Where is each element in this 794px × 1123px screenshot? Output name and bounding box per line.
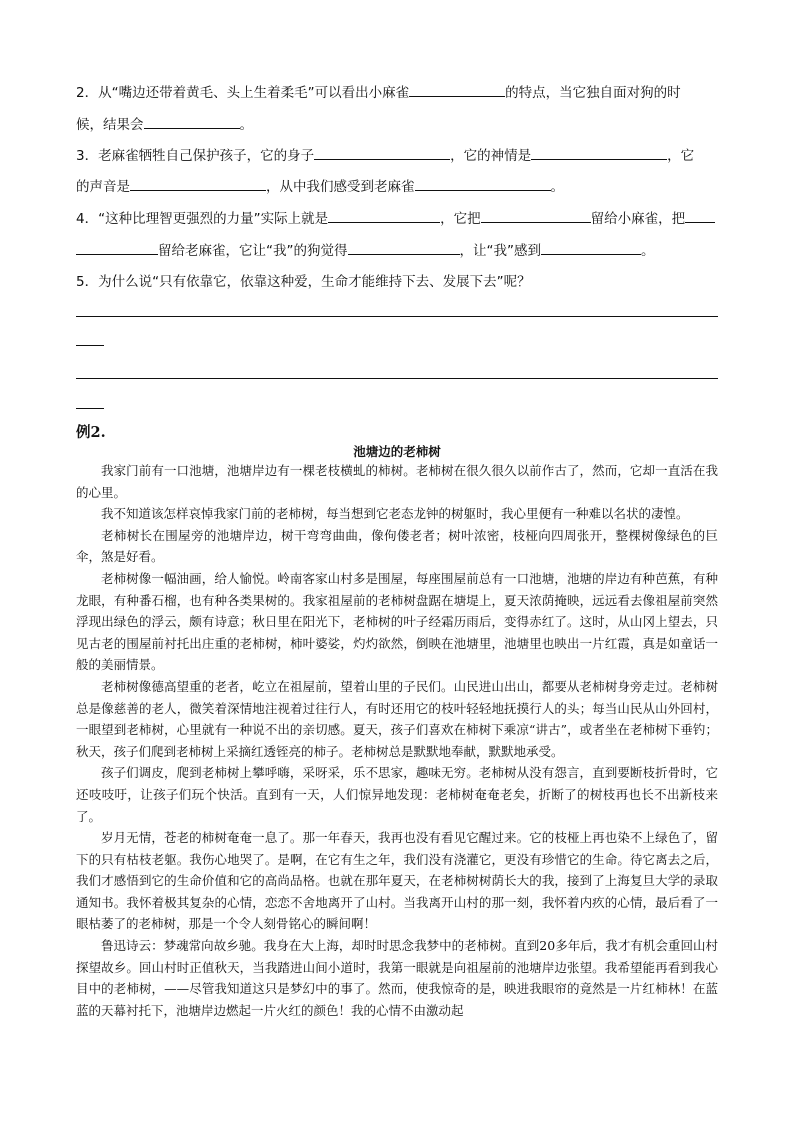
question-4-line-1 bbox=[76, 208, 715, 229]
question-2-text-d: 。 bbox=[239, 117, 253, 133]
question-3-text-d: 的声音是 bbox=[76, 179, 130, 195]
answer-line[interactable] bbox=[76, 408, 104, 409]
answer-line[interactable] bbox=[76, 345, 104, 346]
question-4-text-f: 。 bbox=[641, 243, 655, 259]
question-2-text-b: 的特点，当它独自面对狗的时 bbox=[505, 85, 681, 101]
answer-blank[interactable] bbox=[328, 208, 440, 223]
answer-blank[interactable] bbox=[130, 176, 266, 191]
answer-blank[interactable] bbox=[685, 208, 715, 223]
article-paragraph: 老柿树像德高望重的老者，屹立在祖屋前，望着山里的子民们。山民进山出山，都要从老柿树身旁走过。老柿树总是像慈善的老人，微笑着深情地注视着过往行人，有时还用它的枝叶轻轻地抚摸行人的头；每当山民从山外回村，一眼望到老柿树，心里就有一种说不出的亲切感。夏天，孩子们喜欢在柿树下乘凉“讲古”，或者坐在老柿树下垂钓；秋天，孩子们爬到老柿树上采摘红透铚亮的柿子。老柿树总是默默地奉献，默默地承受。 bbox=[76, 678, 718, 759]
answer-blank[interactable] bbox=[409, 82, 505, 97]
answer-blank[interactable] bbox=[531, 145, 667, 160]
answer-line[interactable] bbox=[76, 316, 718, 317]
question-5-text: 5．为什么说“只有依靠它，依靠这种爱，生命才能维持下去、发展下去”呢？ bbox=[76, 274, 531, 290]
article-body bbox=[76, 460, 718, 1021]
question-3-text-c: ，它 bbox=[667, 148, 695, 164]
question-4-text-a: 4．“这种比理智更强烈的力量”实际上就是 bbox=[76, 211, 329, 227]
question-4-text-e: ，让“我”感到 bbox=[459, 243, 541, 259]
answer-blank[interactable] bbox=[314, 145, 450, 160]
question-4-text-b: ，它把 bbox=[440, 211, 481, 227]
article-paragraph: 我不知道该怎样哀悼我家门前的老柿树，每当想到它老态龙钟的树躯时，我心里便有一种难以名状的凄惶。 bbox=[101, 506, 689, 522]
question-5 bbox=[76, 272, 531, 292]
question-2-line-1 bbox=[76, 82, 681, 103]
example-label: 例2. bbox=[76, 424, 106, 441]
answer-blank[interactable] bbox=[481, 208, 591, 223]
answer-blank[interactable] bbox=[76, 240, 158, 255]
article-paragraph: 老柿树像一幅油画，给人愉悦。岭南客家山村多是围屋，每座围屋前总有一口池塘，池塘的岸边有种芭蕉，有种龙眼，有种番石榴，也有种各类果树的。我家祖屋前的老柿树盘踞在塘堤上，夏天浓荫掩映，远远看去像祖屋前突然浮现出绿色的浮云，颇有诗意；秋日里在阳光下，老柿树的叶子经霜历雨后，变得赤红了。这时，从山冈上望去，只见古老的围屋前衬托出庄重的老柿树，柿叶婆娑，灼灼欲然，倒映在池塘里，池塘里也映出一片红霞，真是如童话一般的美丽情景。 bbox=[76, 570, 718, 673]
article-paragraph: 老柿树长在围屋旁的池塘岸边，树干弯弯曲曲，像佝偻老者；树叶浓密，枝桠向四周张开，整棵树像绿色的巨伞，煞是好看。 bbox=[76, 527, 718, 565]
question-3-text-f: 。 bbox=[550, 179, 564, 195]
question-4-line-2 bbox=[76, 240, 655, 261]
answer-blank[interactable] bbox=[144, 114, 240, 129]
answer-blank[interactable] bbox=[415, 176, 551, 191]
answer-blank[interactable] bbox=[541, 240, 641, 255]
article-paragraph: 鲁迅诗云：梦魂常向故乡驰。我身在大上海，却时时思念我梦中的老柿树。直到20多年后，我才有机会重回山村探望故乡。回山村时正值秋天，当我踏进山间小道时，我第一眼就是向祖屋前的池塘岸边张望。我希望能再看到我心目中的老柿树，——尽管我知道这只是梦幻中的事了。然而，使我惊奇的是，映进我眼帘的竟然是一片红柿林！在蓝蓝的天幕衬托下，池塘岸边燃起一片火红的颜色！我的心情不由激动起 bbox=[76, 938, 718, 1018]
question-2-text-a: 2．从“嘴边还带着黄毛、头上生着柔毛”可以看出小麻雀 bbox=[76, 85, 410, 101]
question-3-text-e: ，从中我们感受到老麻雀 bbox=[266, 179, 415, 195]
question-2-line-2 bbox=[76, 114, 253, 135]
question-3-line-1 bbox=[76, 145, 694, 166]
article-paragraph: 岁月无情，苍老的柿树奄奄一息了。那一年春天，我再也没有看见它醒过来。它的枝桠上再也染不上绿色了，留下的只有枯枝老躯。我伤心地哭了。是啊，在它有生之年，我们没有浇灌它，更没有珍惜它的生命。待它离去之后，我们才感悟到它的生命价值和它的高尚品格。也就在那年夏天，在老柿树树荫长大的我，接到了上海复旦大学的录取通知书。我怀着极其复杂的心情，恋恋不舍地离开了山村。当我离开山村的那一刻，我怀着内疚的心情，最后看了一眼枯萎了的老柿树，那是一个令人刻骨铭心的瞬间啊！ bbox=[76, 830, 718, 932]
article-paragraph: 我家门前有一口池塘，池塘岸边有一棵老枝横虬的柿树。老柿树在很久很久以前作古了，然而，它却一直活在我的心里。 bbox=[76, 463, 718, 500]
article-title: 池塘边的老柿树 bbox=[353, 444, 441, 459]
question-3-text-a: 3．老麻雀牺牲自己保护孩子，它的身子 bbox=[76, 148, 315, 164]
answer-blank[interactable] bbox=[348, 240, 460, 255]
question-4-text-d: 留给老麻雀，它让“我”的狗觉得 bbox=[158, 243, 348, 259]
answer-line[interactable] bbox=[76, 378, 718, 379]
question-3-text-b: ，它的神情是 bbox=[450, 148, 532, 164]
question-3-line-2 bbox=[76, 176, 564, 197]
question-4-text-c: 留给小麻雀，把 bbox=[590, 211, 686, 227]
article-paragraph: 孩子们调皮，爬到老柿树上攀呼嗨，采呀采，乐不思家，趣味无穷。老柿树从没有怨言，直到要断枝折骨时，它还吱吱吁，让孩子们玩个快活。直到有一天，人们惊异地发现：老柿树奄奄老矣，折断了的树枝再也长不出新枝来了。 bbox=[76, 765, 718, 824]
question-2-text-c: 候，结果会 bbox=[76, 117, 144, 133]
